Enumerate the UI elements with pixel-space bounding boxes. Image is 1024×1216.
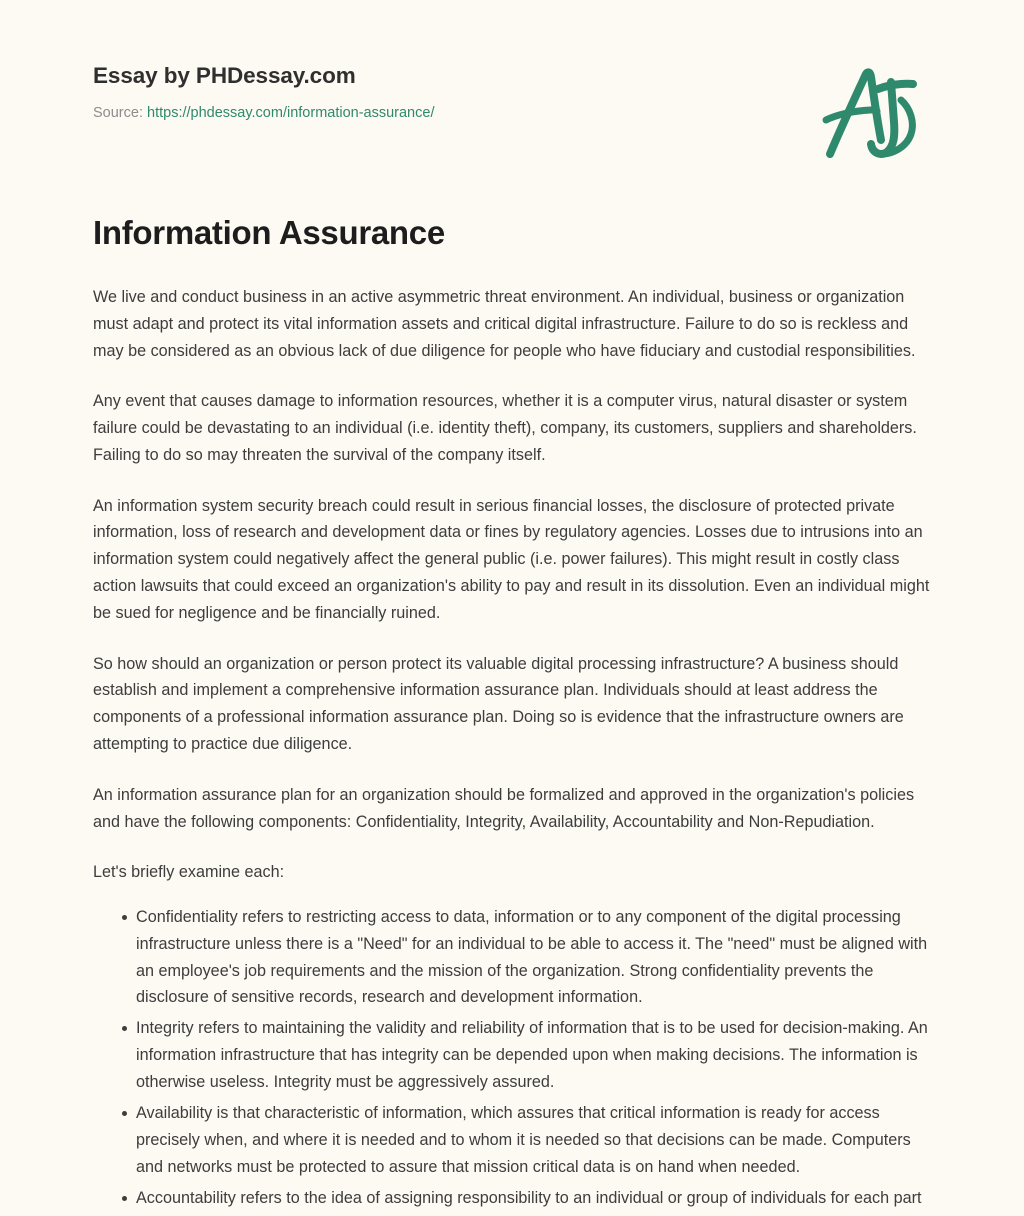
paragraph: Let's briefly examine each: <box>93 862 285 881</box>
page-title: Information Assurance <box>93 214 445 251</box>
list-item: Confidentiality refers to restricting access to data, information or to any component of the digital processing infrastructure unless there is a "Need" for an individual to be able to access it. The "need" must be aligned with an employee's job requirements and the mission of the organization. Strong confidentiality prevents the disclosure of sensitive records, research and development information. <box>93 904 938 1012</box>
list-item: Integrity refers to maintaining the validity and reliability of information that is to be used for decision-making. An information infrastructure that has integrity can be depended upon when making decisions. The information is otherwise useless. Integrity must be aggressively assured. <box>93 1015 938 1096</box>
article <box>93 212 938 1216</box>
list-item: Accountability refers to the idea of assigning responsibility to an individual or group of individuals for each part <box>93 1185 938 1212</box>
article-body <box>93 284 938 886</box>
paragraph: We live and conduct business in an active asymmetric threat environment. An individual, business or organization must adapt and protect its vital information assets and critical digital infrastructure. Failure to do so is reckless and may be considered as an obvious lack of due diligence for people who have fiduciary and custodial responsibilities. <box>93 288 916 361</box>
brand-title: Essay by PHDessay.com <box>93 63 356 88</box>
page-header <box>93 62 938 172</box>
paragraph: An information system security breach could result in serious financial losses, the disclosure of protected private information, loss of research and development data or fines by regulatory agencies. Losses due to intrusions into an information system could negatively affect the general public (i.e. power failures). This might result in costly class action lawsuits that could exceed an organization's ability to pay and result in its dissolution. Even an individual might be sued for negligence and be financially ruined. <box>93 496 930 623</box>
a-plus-logo <box>818 62 928 167</box>
paragraph: Any event that causes damage to information resources, whether it is a computer virus, natural disaster or system failure could be devastating to an individual (i.e. identity theft), company, its customers, suppliers and shareholders. Failing to do so may threaten the survival of the company itself. <box>93 392 917 465</box>
components-list <box>93 904 938 1212</box>
source-url-link[interactable]: https://phdessay.com/information-assurance/ <box>147 105 435 121</box>
source-line <box>93 104 938 123</box>
paragraph: So how should an organization or person protect its valuable digital processing infrastructure? A business should establish and implement a comprehensive information assurance plan. Individuals should at least address the components of a professional information assurance plan. Doing so is evidence that the infrastructure owners are attempting to practice due diligence. <box>93 654 904 754</box>
paragraph: An information assurance plan for an organization should be formalized and approved in the organization's policies and have the following components: Confidentiality, Integrity, Availability, Accountability and Non-Repudiation. <box>93 785 915 831</box>
source-label: Source: <box>93 105 143 121</box>
list-item: Availability is that characteristic of information, which assures that critical information is ready for access precisely when, and where it is needed and to whom it is needed so that decisions can be made. Computers and networks must be protected to assure that mission critical data is on hand when needed. <box>93 1100 938 1181</box>
